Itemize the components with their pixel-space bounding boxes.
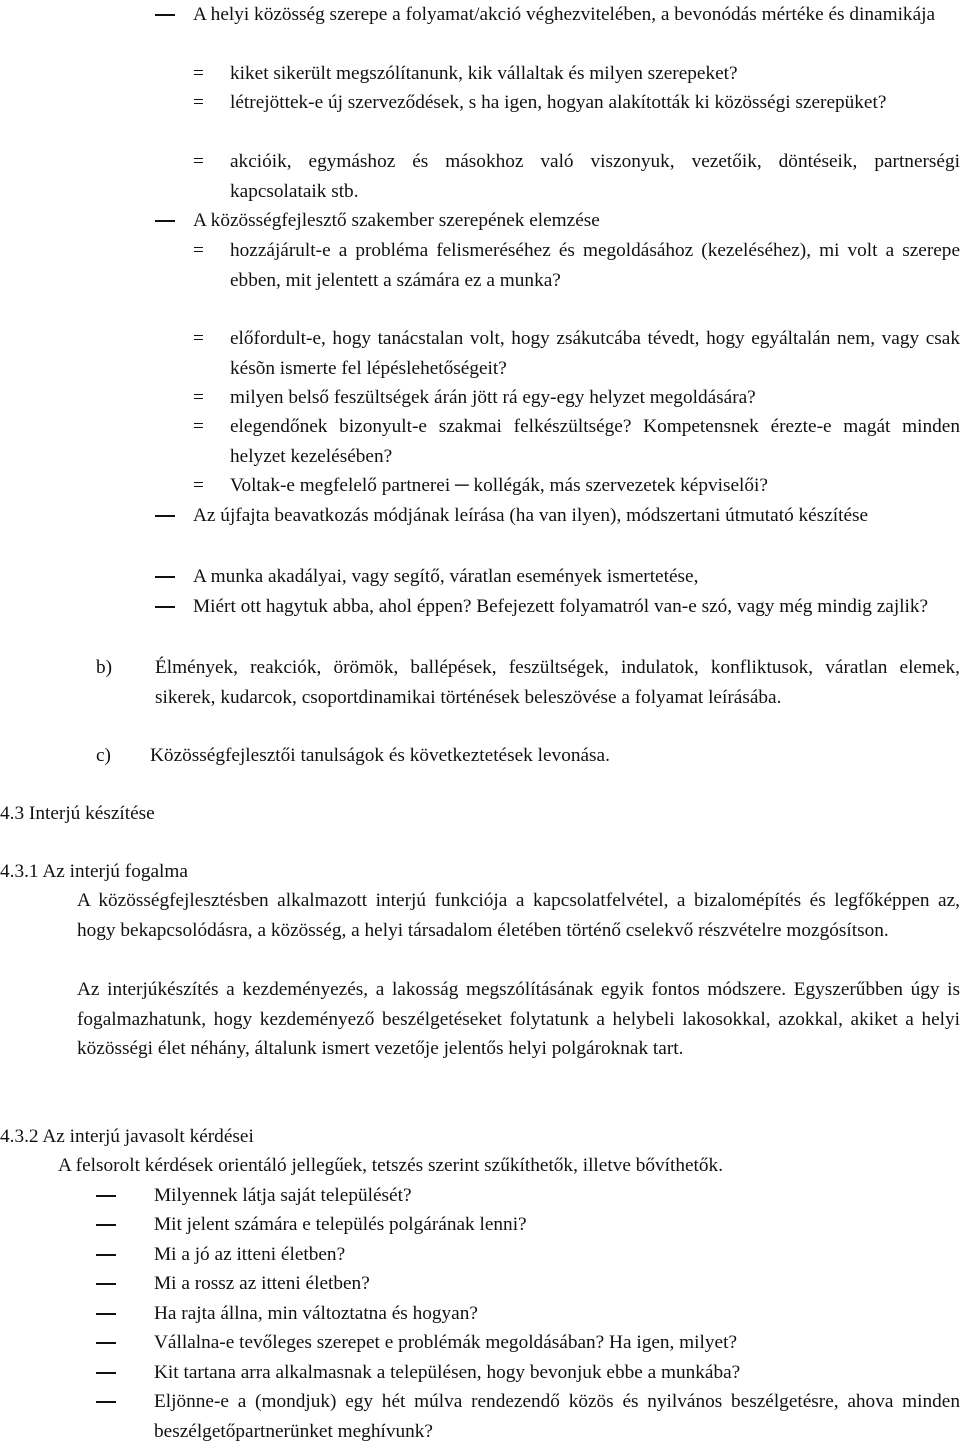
list-marker-b: b)	[96, 657, 113, 678]
paragraph: A közösségfejlesztésben alkalmazott interjú funkciója a kapcsolatfelvétel, a bizalomépítés és legfőképpen az, hogy bekapcsolódásra, a közösség, a helyi társadalom életében történő cselekvő részvételre mozgósítson.	[77, 890, 960, 941]
list-item: Az újfajta beavatkozás módjának leírása (ha van ilyen), módszertani útmutató készítése	[193, 505, 869, 526]
sub-list-item: kiket sikerült megszólítanunk, kik vállaltak és milyen szerepeket?	[230, 63, 738, 84]
dash-bullet	[96, 1401, 116, 1403]
list-item: Ha rajta állna, min változtatna és hogyan?	[154, 1303, 478, 1324]
sub-list-item: előfordult-e, hogy tanácstalan volt, hogy zsákutcába tévedt, hogy egyáltalán nem, vagy csak késõn ismerte fel lépéslehetőségeit?	[230, 328, 960, 379]
equals-bullet: =	[193, 151, 204, 172]
list-item: Kit tartana arra alkalmasnak a településen, hogy bevonjuk ebbe a munkába?	[154, 1362, 741, 1383]
dash-bullet	[96, 1254, 116, 1256]
dash-bullet	[155, 515, 175, 517]
dash-bullet	[96, 1224, 116, 1226]
list-marker-c: c)	[96, 745, 111, 766]
list-item: Vállalna-e tevőleges szerepet e problémák megoldásában? Ha igen, milyet?	[154, 1332, 738, 1353]
sub-list-item: hozzájárult-e a probléma felismeréséhez és megoldásához (kezeléséhez), mi volt a szerepe ebben, mit jelentett a számára ez a munka?	[230, 240, 960, 291]
list-item: Milyennek látja saját települését?	[154, 1185, 412, 1206]
sub-list-item: létrejöttek-e új szerveződések, s ha igen, hogyan alakították ki közösségi szerepüket?	[230, 92, 887, 113]
dash-bullet	[155, 606, 175, 608]
sub-list-item: Voltak-e megfelelő partnerei ─ kollégák, más szervezetek képviselői?	[230, 475, 768, 496]
section-heading-4-3: 4.3 Interjú készítése	[0, 803, 155, 824]
sub-list-item: akcióik, egymáshoz és másokhoz való viszonyuk, vezetőik, döntéseik, partnerségi kapcsolataik stb.	[230, 151, 960, 202]
list-item: A helyi közösség szerepe a folyamat/akció véghezvitelében, a bevonódás mértéke és dinamikája	[193, 4, 936, 25]
sub-list-item: milyen belső feszültségek árán jött rá egy-egy helyzet megoldására?	[230, 387, 756, 408]
list-item-b: Élmények, reakciók, örömök, ballépések, feszültségek, indulatok, konfliktusok, váratlan elemek, sikerek, kudarcok, csoportdinamikai történések beleszövése a folyamat leírásába.	[155, 657, 960, 708]
list-item: Miért ott hagytuk abba, ahol éppen? Befejezett folyamatról van-e szó, vagy még mindig zajlik?	[193, 596, 929, 617]
paragraph: A felsorolt kérdések orientáló jellegűek, tetszés szerint szűkíthetők, illetve bővíthetők.	[58, 1155, 724, 1176]
dash-bullet	[96, 1195, 116, 1197]
section-heading-4-3-2: 4.3.2 Az interjú javasolt kérdései	[0, 1126, 254, 1147]
equals-bullet: =	[193, 63, 204, 84]
equals-bullet: =	[193, 387, 204, 408]
equals-bullet: =	[193, 240, 204, 261]
equals-bullet: =	[193, 328, 204, 349]
list-item: A munka akadályai, vagy segítő, váratlan események ismertetése,	[193, 566, 699, 587]
list-item: A közösségfejlesztő szakember szerepének elemzése	[193, 210, 600, 231]
dash-bullet	[96, 1283, 116, 1285]
dash-bullet	[155, 14, 175, 16]
dash-bullet	[96, 1342, 116, 1344]
sub-list-item: elegendőnek bizonyult-e szakmai felkészültsége? Kompetensnek érezte-e magát minden helyzet kezelésében?	[230, 416, 960, 467]
paragraph: Az interjúkészítés a kezdeményezés, a lakosság megszólításának egyik fontos módszere. Egyszerűbben úgy is fogalmazhatunk, hogy kezdeményező beszélgetéseket folytatunk a helybeli lakosokkal, azokkal, akiket a helyi közösségi élet néhány, általunk ismert vezetője jelentős helyi polgároknak tart.	[77, 979, 960, 1059]
list-item-c: Közösségfejlesztői tanulságok és következtetések levonása.	[150, 745, 610, 766]
list-item: Mit jelent számára e település polgárának lenni?	[154, 1214, 527, 1235]
dash-bullet	[155, 220, 175, 222]
dash-bullet	[155, 576, 175, 578]
list-item: Mi a jó az itteni életben?	[154, 1244, 346, 1265]
equals-bullet: =	[193, 416, 204, 437]
section-heading-4-3-1: 4.3.1 Az interjú fogalma	[0, 861, 188, 882]
list-item: Eljönne-e a (mondjuk) egy hét múlva rendezendő közös és nyilvános beszélgetésre, ahova minden beszélgetőpartnerünket meghívunk?	[154, 1391, 960, 1442]
list-item: Mi a rossz az itteni életben?	[154, 1273, 370, 1294]
equals-bullet: =	[193, 475, 204, 496]
dash-bullet	[96, 1372, 116, 1374]
equals-bullet: =	[193, 92, 204, 113]
dash-bullet	[96, 1313, 116, 1315]
